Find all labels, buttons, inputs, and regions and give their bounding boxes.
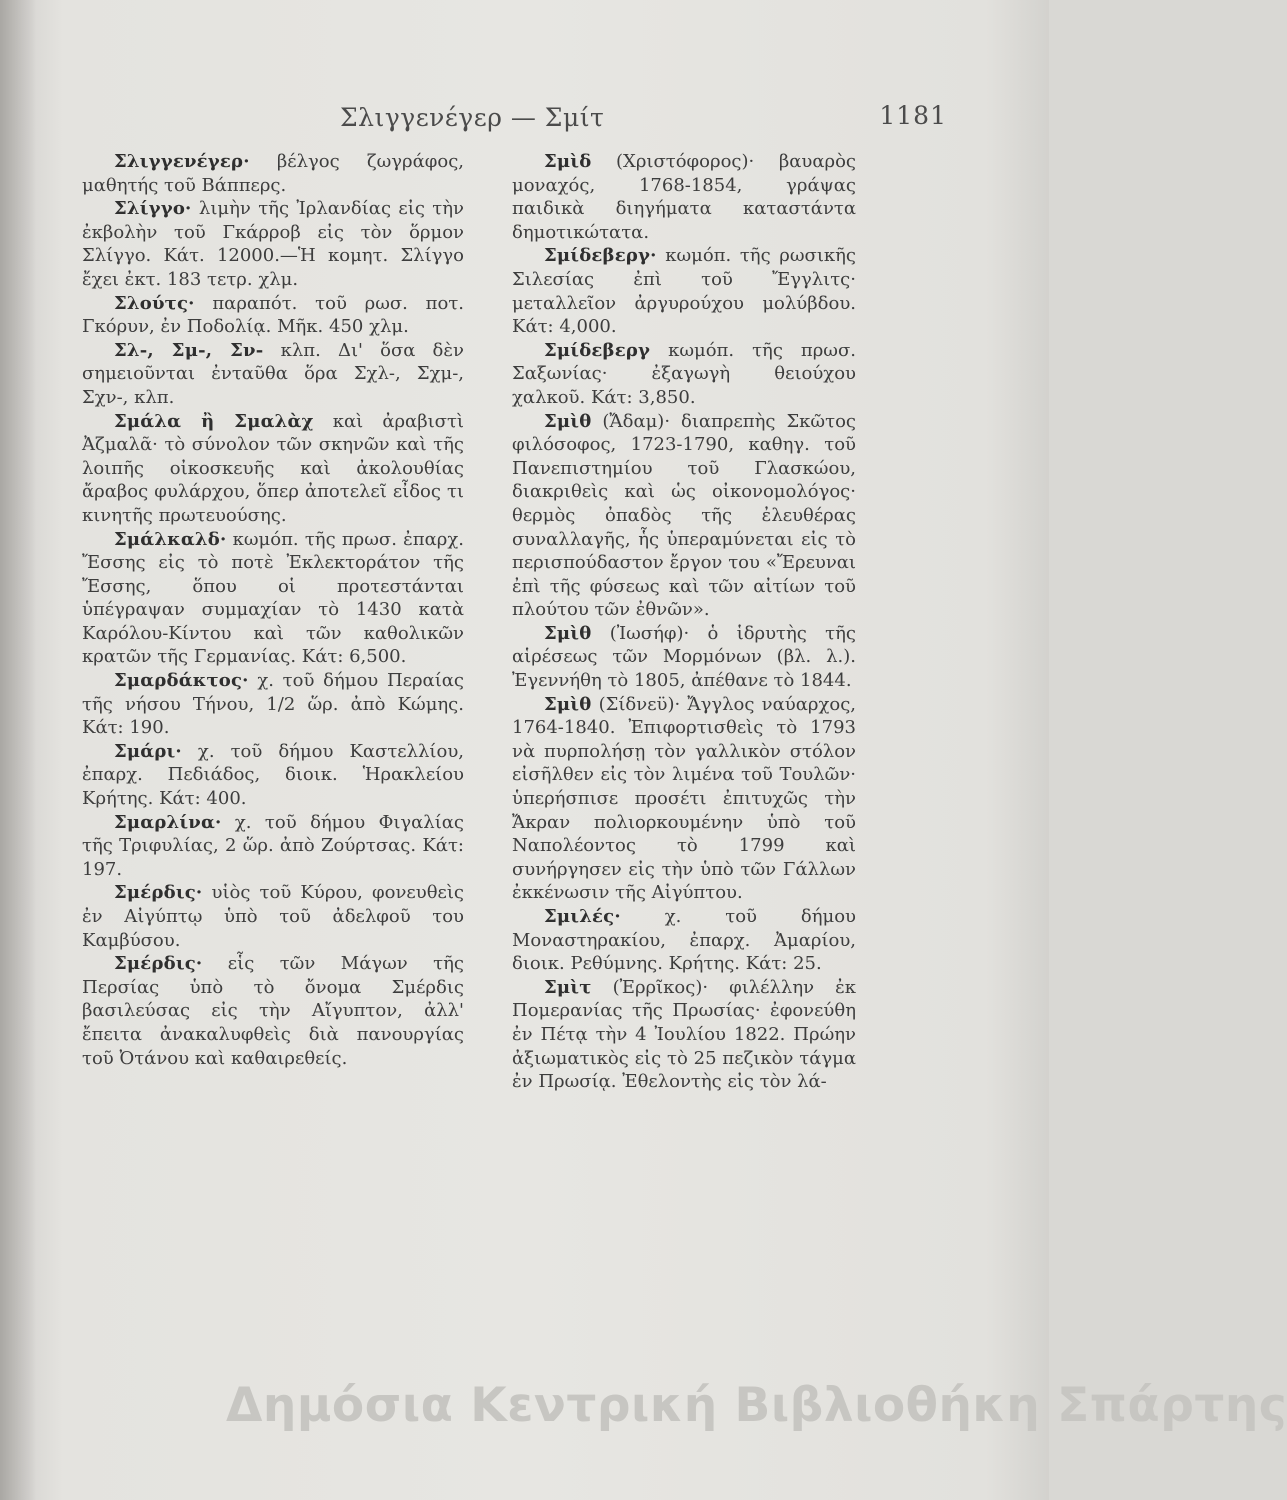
- entry-text: χ. τοῦ δήμου Φιγαλίας τῆς Τριφυλίας, 2 ὥρ. ἀπὸ Ζούρτσας. Κάτ: 197.: [82, 811, 464, 880]
- entry-text: εἷς τῶν Μάγων τῆς Περσίας ὑπὸ τὸ ὄνομα Σμέρδις βασιλεύσας εἰς τὴν Αἴγυπτον, ἀλλ' ἔπειτα ἀνακαλυφθεὶς διὰ πανουργίας τοῦ Ὀτάνου καὶ καθαιρεθείς.: [82, 953, 464, 1069]
- entry-headword: Σλ-, Σμ-, Σν-: [114, 339, 264, 361]
- entry-text: (Ἐρρῖκος)· φιλέλλην ἐκ Πομερανίας τῆς Πρωσίας· ἐφονεύθη ἐν Πέτᾳ τὴν 4 Ἰουλίου 1822. Πρώην ἀξιωματικὸς εἰς τὸ 25 πεζικὸν τάγμα ἐν Πρωσίᾳ. Ἐθελοντὴς εἰς τὸν λά-: [512, 976, 856, 1093]
- entry-text: κωμόπ. τῆς πρωσ. Σαξωνίας· ἐξαγωγὴ θειούχου χαλκοῦ. Κάτ: 3,850.: [512, 339, 856, 408]
- entry-headword: Σμὶτ: [544, 976, 592, 998]
- entry-headword: Σμὶδ: [544, 151, 592, 172]
- dictionary-entry: [512, 905, 856, 976]
- dictionary-entry: [82, 339, 464, 410]
- entry-text: καὶ ἀραβιστὶ Ἀζμαλᾶ· τὸ σύνολον τῶν σκηνῶν καὶ τῆς λοιπῆς οἰκοσκευῆς καὶ ἀκολουθίας ἄραβος φυλάρχου, ὅπερ ἀποτελεῖ εἶδος τι κινητῆς πρωτευούσης.: [82, 410, 464, 526]
- entry-text: (Σίδνεϋ)· Ἄγγλος ναύαρχος, 1764-1840. Ἐπιφορτισθεὶς τὸ 1793 νὰ πυρπολήσῃ τὸν γαλλικὸν στόλον εἰσῆλθεν εἰς τὸν λιμένα τοῦ Τουλῶν· ὑπερήσπισε προσέτι ἐπιτυχῶς τὴν Ἄκραν πολιορκουμένην ὑπὸ τοῦ Ναπολέοντος τὸ 1799 καὶ συνήργησεν εἰς τὴν ὑπὸ τῶν Γάλλων ἐκκένωσιν τῆς Αἰγύπτου.: [512, 693, 856, 904]
- entry-headword: Σλιγγενέγερ·: [114, 151, 250, 172]
- entry-text: χ. τοῦ δήμου Καστελλίου, ἐπαρχ. Πεδιάδος, διοικ. Ἡρακλείου Κρήτης. Κάτ: 400.: [82, 740, 464, 810]
- entry-headword: Σμέρδις·: [114, 882, 203, 904]
- page-number: 1181: [879, 101, 947, 130]
- entry-text: κλπ. Δι' ὅσα δὲν σημειοῦνται ἐνταῦθα ὅρα Σχλ-, Σχμ-, Σχν-, κλπ.: [82, 339, 464, 408]
- entry-text: (Ἰωσήφ)· ὁ ἱδρυτὴς τῆς αἱρέσεως τῶν Μορμόνων (βλ. λ.). Ἐγεννήθη τὸ 1805, ἀπέθανε τὸ 1844.: [512, 622, 856, 692]
- entry-headword: Σλίγγο·: [114, 198, 192, 220]
- dictionary-entry: [82, 881, 464, 952]
- entry-headword: Σμάλκαλδ·: [114, 528, 227, 550]
- dictionary-entry: [82, 740, 464, 811]
- entry-headword: Σμάλα ἢ Σμαλὰχ: [114, 410, 314, 432]
- dictionary-entry: [512, 150, 856, 244]
- running-head: Σλιγγενέγερ — Σμίτ: [340, 103, 605, 132]
- entry-text: βέλγος ζωγράφος, μαθητής τοῦ Βάππερς.: [82, 151, 464, 196]
- entry-headword: Σμὶθ: [544, 622, 592, 644]
- dictionary-entry: [82, 410, 464, 528]
- entry-headword: Σμίδεβεργ·: [544, 245, 657, 267]
- entry-headword: Σμίδεβεργ: [544, 339, 651, 361]
- dictionary-entry: [82, 811, 464, 882]
- right-column: [512, 150, 856, 1094]
- dictionary-entry: [82, 150, 464, 197]
- entry-text: χ. τοῦ δήμου Μοναστηρακίου, ἐπαρχ. Ἀμαρίου, διοικ. Ρεθύμνης. Κρήτης. Κάτ: 25.: [512, 906, 856, 975]
- entry-headword: Σμαρδάκτος·: [114, 670, 249, 692]
- entry-headword: Σμὶθ: [544, 410, 592, 432]
- entry-text: (Ἄδαμ)· διαπρεπὴς Σκῶτος φιλόσοφος, 1723-1790, καθηγ. τοῦ Πανεπιστημίου τοῦ Γλασκώου, διακριθεὶς καὶ ὡς οἰκονομολόγος· θερμὸς ὀπαδὸς τῆς ἐλευθέρας συναλλαγῆς, ἧς ὑπεραμύνεται εἰς τὸ περισπούδαστον ἔργον του «Ἔρευναι ἐπὶ τῆς φύσεως καὶ τῶν αἰτίων τοῦ πλούτου τῶν ἐθνῶν».: [512, 410, 856, 621]
- entry-text: λιμὴν τῆς Ἰρλανδίας εἰς τὴν ἐκβολὴν τοῦ Γκάρροβ εἰς τὸν ὅρμον Σλίγγο. Κάτ. 12000.—Ἡ κομητ. Σλίγγο ἔχει ἐκτ. 183 τετρ. χλμ.: [82, 198, 464, 290]
- dictionary-entry: [512, 976, 856, 1094]
- entry-text: κωμόπ. τῆς ρωσικῆς Σιλεσίας ἐπὶ τοῦ Ἔγγλιτς· μεταλλεῖον ἀργυρούχου μολύβδου. Κάτ: 4,000.: [512, 245, 856, 338]
- entry-text: υἱὸς τοῦ Κύρου, φονευθεὶς ἐν Αἰγύπτῳ ὑπὸ τοῦ ἀδελφοῦ του Καμβύσου.: [82, 882, 464, 951]
- dictionary-entry: [82, 528, 464, 670]
- entry-text: παραπότ. τοῦ ρωσ. ποτ. Γκόρυν, ἐν Ποδολίᾳ. Μῆκ. 450 χλμ.: [82, 292, 464, 338]
- entry-headword: Σμιλές·: [544, 906, 621, 927]
- entry-text: (Χριστόφορος)· βαυαρὸς μοναχός, 1768-1854, γράψας παιδικὰ διηγήματα καταστάντα δημοτικώτατα.: [512, 151, 856, 243]
- dictionary-entry: [512, 410, 856, 622]
- dictionary-entry: [82, 952, 464, 1070]
- dictionary-entry: [512, 693, 856, 905]
- entry-text: κωμόπ. τῆς πρωσ. ἐπαρχ. Ἔσσης εἰς τὸ ποτὲ Ἐκλεκτοράτον τῆς Ἔσσης, ὅπου οἱ προτεστάνται ὑπέγραψαν συμμαχίαν τὸ 1430 κατὰ Καρόλου-Κίντου καὶ τῶν καθολικῶν κρατῶν τῆς Γερμανίας. Κάτ: 6,500.: [82, 528, 464, 668]
- dictionary-entry: [512, 244, 856, 338]
- dictionary-entry: [512, 339, 856, 410]
- entry-text: χ. τοῦ δήμου Περαίας τῆς νήσου Τήνου, 1/2 ὥρ. ἀπὸ Κώμης. Κάτ: 190.: [82, 670, 464, 739]
- entry-headword: Σμέρδις·: [114, 953, 203, 975]
- dictionary-entry: [82, 292, 464, 339]
- entry-headword: Σμὶθ: [544, 693, 592, 715]
- book-spine-shadow: [0, 0, 36, 1500]
- dictionary-entry: [82, 669, 464, 740]
- dictionary-entry: [512, 622, 856, 693]
- entry-headword: Σμαρλίνα·: [114, 811, 222, 833]
- left-column: [82, 150, 464, 1070]
- entry-headword: Σμάρι·: [114, 740, 182, 762]
- library-watermark: Δημόσια Κεντρική Βιβλιοθήκη Σπάρτης: [226, 1378, 1287, 1433]
- entry-headword: Σλούτς·: [114, 292, 195, 314]
- dictionary-entry: [82, 197, 464, 291]
